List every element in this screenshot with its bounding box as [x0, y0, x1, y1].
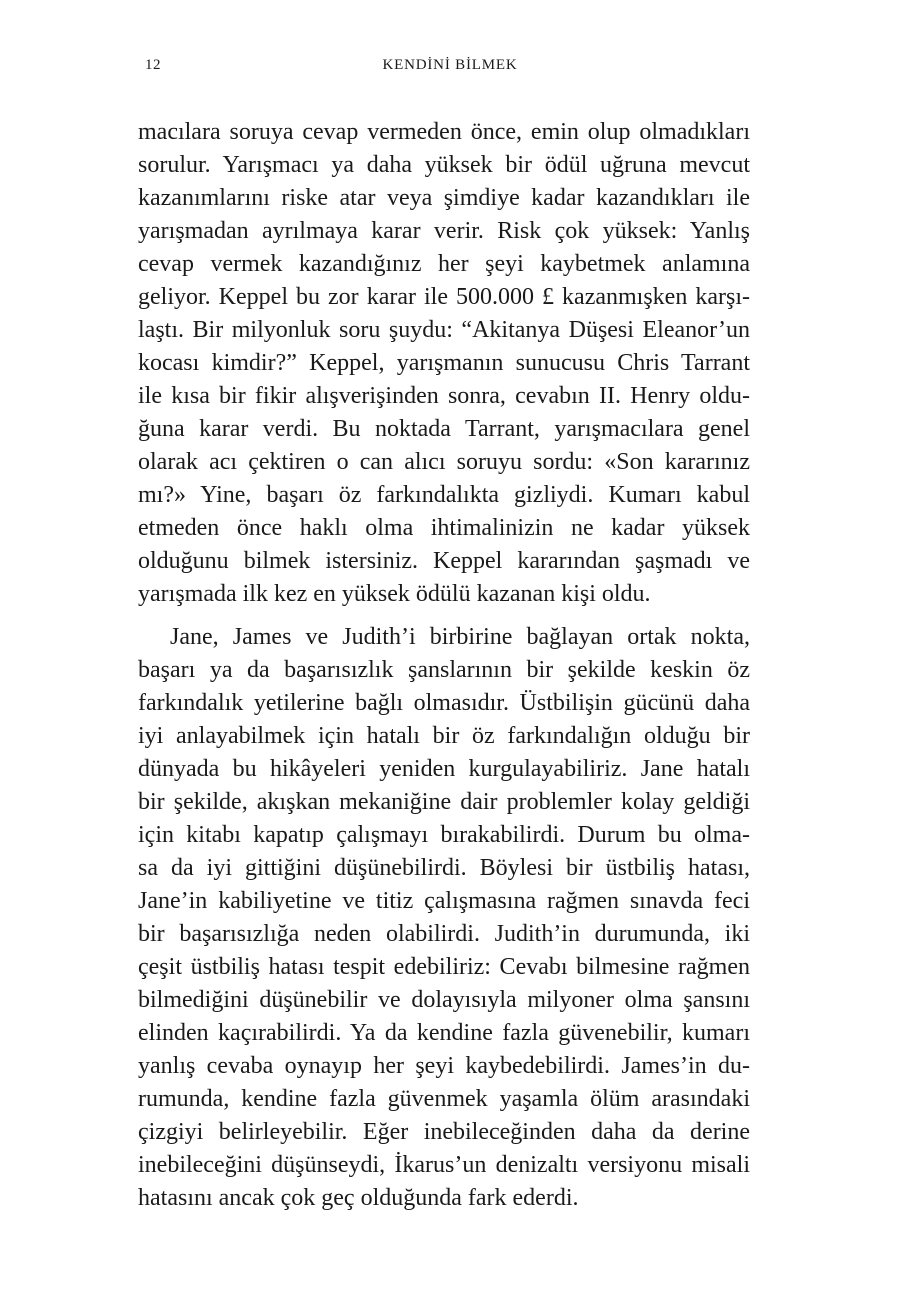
- text-line: ğuna karar verdi. Bu noktada Tarrant, yarışmacılara genel: [138, 416, 750, 442]
- text-line: çizgiyi belirleyebilir. Eğer inebileceğinden daha da derine: [138, 1119, 750, 1145]
- text-line: kocası kimdir?” Keppel, yarışmanın sunucusu Chris Tarrant: [138, 350, 750, 376]
- paragraph: [138, 116, 750, 611]
- text-line: başarı ya da başarısızlık şanslarının bir şekilde keskin öz: [138, 657, 750, 683]
- text-line: macılara soruya cevap vermeden önce, emin olup olmadıkları: [138, 119, 750, 145]
- paragraph-gap: [138, 611, 750, 621]
- text-line: geliyor. Keppel bu zor karar ile 500.000 £ kazanmışken karşı-: [138, 284, 750, 310]
- text-line: iyi anlayabilmek için hatalı bir öz farkındalığın olduğu bir: [138, 723, 750, 749]
- text-line: yanlış cevaba oynayıp her şeyi kaybedebilirdi. James’in du-: [138, 1053, 750, 1079]
- page-number: 12: [145, 57, 161, 73]
- text-line: rumunda, kendine fazla güvenmek yaşamla ölüm arasındaki: [138, 1086, 750, 1112]
- text-line: olarak acı çektiren o can alıcı soruyu sordu: «Son kararınız: [138, 449, 750, 475]
- text-line: bilmediğini düşünebilir ve dolayısıyla milyoner olma şansını: [138, 987, 750, 1013]
- text-line: Jane, James ve Judith’i birbirine bağlayan ortak nokta,: [170, 624, 750, 650]
- text-line: hatasını ancak çok geç olduğunda fark ederdi.: [138, 1185, 579, 1211]
- text-line: olduğunu bilmek istersiniz. Keppel kararından şaşmadı ve: [138, 548, 750, 574]
- text-line: Jane’in kabiliyetine ve titiz çalışmasına rağmen sınavda feci: [138, 888, 750, 914]
- text-line: farkındalık yetilerine bağlı olmasıdır. Üstbilişin gücünü daha: [138, 690, 750, 716]
- body-text: [138, 116, 750, 1215]
- text-line: yarışmada ilk kez en yüksek ödülü kazanan kişi oldu.: [138, 581, 651, 607]
- text-line: yarışmadan ayrılmaya karar verir. Risk çok yüksek: Yanlış: [138, 218, 750, 244]
- text-line: sa da iyi gittiğini düşünebilirdi. Böylesi bir üstbiliş hatası,: [138, 855, 750, 881]
- text-line: dünyada bu hikâyeleri yeniden kurgulayabiliriz. Jane hatalı: [138, 756, 750, 782]
- running-head: KENDİNİ BİLMEK: [382, 57, 518, 73]
- text-line: için kitabı kapatıp çalışmayı bırakabilirdi. Durum bu olma-: [138, 822, 750, 848]
- text-line: kazanımlarını riske atar veya şimdiye kadar kazandıkları ile: [138, 185, 750, 211]
- text-line: cevap vermek kazandığınız her şeyi kaybetmek anlamına: [138, 251, 750, 277]
- text-line: laştı. Bir milyonluk soru şuydu: “Akitanya Düşesi Eleanor’un: [138, 317, 750, 343]
- text-line: mı?» Yine, başarı öz farkındalıkta gizliydi. Kumarı kabul: [138, 482, 750, 508]
- text-line: elinden kaçırabilirdi. Ya da kendine fazla güvenebilir, kumarı: [138, 1020, 750, 1046]
- text-line: etmeden önce haklı olma ihtimalinizin ne kadar yüksek: [138, 515, 750, 541]
- text-line: bir başarısızlığa neden olabilirdi. Judith’in durumunda, iki: [138, 921, 750, 947]
- text-line: inebileceğini düşünseydi, İkarus’un denizaltı versiyonu misali: [138, 1152, 750, 1178]
- text-line: ile kısa bir fikir alışverişinden sonra, cevabın II. Henry oldu-: [138, 383, 750, 409]
- text-line: çeşit üstbiliş hatası tespit edebiliriz: Cevabı bilmesine rağmen: [138, 954, 750, 980]
- text-line: sorulur. Yarışmacı ya daha yüksek bir ödül uğruna mevcut: [138, 152, 750, 178]
- paragraph: [138, 621, 750, 1215]
- text-line: bir şekilde, akışkan mekaniğine dair problemler kolay geldiği: [138, 789, 750, 815]
